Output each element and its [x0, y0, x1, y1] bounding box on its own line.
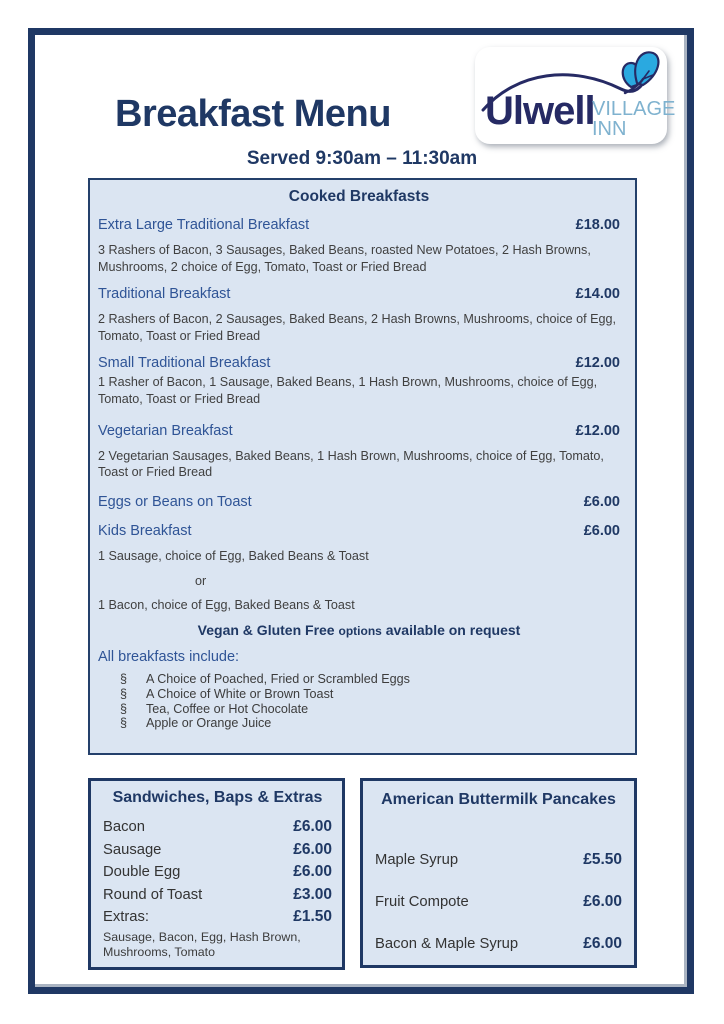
list-item: § A Choice of Poached, Fried or Scrambled Eggs — [120, 671, 410, 686]
item-name: Kids Breakfast — [98, 522, 192, 539]
menu-item — [103, 816, 332, 839]
menu-item — [98, 355, 620, 371]
logo-brand-text: Ulwell — [485, 89, 595, 133]
item-name: Fruit Compote — [375, 894, 469, 910]
item-name: Double Egg — [103, 864, 181, 880]
item-name: Round of Toast — [103, 886, 203, 903]
item-description: 3 Rashers of Bacon, 3 Sausages, Baked Beans, roasted New Potatoes, 2 Hash Browns, Mushrooms, 2 choice of Egg, Tomato, Toast or Fried Bread — [98, 243, 591, 274]
served-time: Served 9:30am – 11:30am — [246, 148, 478, 169]
menu-item — [98, 217, 620, 233]
cooked-breakfasts-section — [88, 178, 637, 755]
item-name: Vegetarian Breakfast — [98, 422, 233, 439]
vegan-note: Vegan & Gluten Free options available on request — [197, 621, 521, 638]
item-price: £6.00 — [583, 935, 622, 952]
item-price: £5.50 — [583, 851, 622, 868]
item-description: 2 Rashers of Bacon, 2 Sausages, Baked Beans, 2 Hash Browns, Mushrooms, choice of Egg, Tomato, Toast or Fried Bread — [98, 312, 617, 343]
item-description: 1 Rasher of Bacon, 1 Sausage, Baked Beans, 1 Hash Brown, Mushrooms, choice of Egg, Tomato, Toast or Fried Bread — [98, 375, 598, 407]
item-name: Maple Syrup — [375, 852, 459, 868]
list-item: § Tea, Coffee or Hot Chocolate — [120, 701, 309, 716]
item-name: Sausage — [103, 841, 162, 858]
menu-item — [98, 286, 620, 302]
includes-label: All breakfasts include: — [98, 648, 240, 665]
item-price: £18.00 — [575, 217, 620, 233]
page-title: Breakfast Menu — [115, 93, 391, 135]
item-price: £3.00 — [293, 885, 332, 903]
pancakes-header: American Buttermilk Pancakes — [381, 791, 616, 808]
extras-description: Sausage, Bacon, Egg, Hash Brown, Mushrooms, Tomato — [103, 929, 301, 960]
menu-item — [98, 494, 620, 510]
logo-village-text: VILLAGE — [592, 98, 676, 120]
item-price: £6.00 — [293, 863, 332, 880]
menu-item — [103, 861, 332, 884]
item-price: £1.50 — [293, 908, 332, 925]
item-price: £6.00 — [293, 818, 332, 835]
section-bullet-icon: § — [120, 671, 128, 686]
item-price: £14.00 — [575, 286, 620, 303]
item-price: £6.00 — [583, 493, 620, 510]
kids-option-2: 1 Bacon, choice of Egg, Baked Beans & Toast — [98, 597, 355, 612]
section-bullet-icon: § — [120, 716, 128, 731]
item-name: Bacon — [103, 819, 145, 835]
or-separator: or — [195, 573, 207, 588]
list-item: § A Choice of White or Brown Toast — [120, 686, 334, 701]
ulwell-logo — [475, 47, 676, 144]
section-bullet-icon: § — [120, 701, 128, 716]
kids-option-1: 1 Sausage, choice of Egg, Baked Beans & Toast — [98, 548, 369, 563]
item-name: Traditional Breakfast — [98, 286, 231, 303]
section-bullet-icon: § — [120, 686, 128, 701]
sandwiches-header: Sandwiches, Baps & Extras — [112, 789, 323, 806]
item-price: £12.00 — [575, 355, 620, 372]
menu-item — [103, 839, 332, 862]
item-price: £6.00 — [583, 893, 622, 910]
item-name: Extras: — [103, 909, 150, 925]
menu-item — [98, 523, 620, 539]
pancakes-section — [360, 778, 637, 968]
item-price: £6.00 — [293, 840, 332, 858]
menu-item — [375, 851, 622, 869]
item-price: £6.00 — [583, 522, 620, 539]
menu-item — [98, 423, 620, 439]
list-item: § Apple or Orange Juice — [120, 716, 272, 731]
menu-item — [103, 884, 332, 907]
includes-list — [120, 672, 620, 731]
menu-item — [375, 935, 622, 953]
menu-item — [103, 906, 332, 929]
menu-item — [375, 893, 622, 911]
item-name: Extra Large Traditional Breakfast — [98, 217, 310, 233]
item-name: Bacon & Maple Syrup — [375, 936, 519, 952]
logo-inn-text: INN — [592, 118, 627, 140]
item-name: Small Traditional Breakfast — [98, 355, 271, 372]
item-name: Eggs or Beans on Toast — [98, 493, 252, 510]
cooked-breakfasts-header: Cooked Breakfasts — [288, 188, 430, 205]
sandwiches-section — [88, 778, 345, 970]
item-description: 2 Vegetarian Sausages, Baked Beans, 1 Hash Brown, Mushrooms, choice of Egg, Tomato, Toast or Fried Bread — [98, 448, 604, 480]
item-price: £12.00 — [575, 422, 620, 439]
sandwiches-list — [103, 816, 332, 961]
